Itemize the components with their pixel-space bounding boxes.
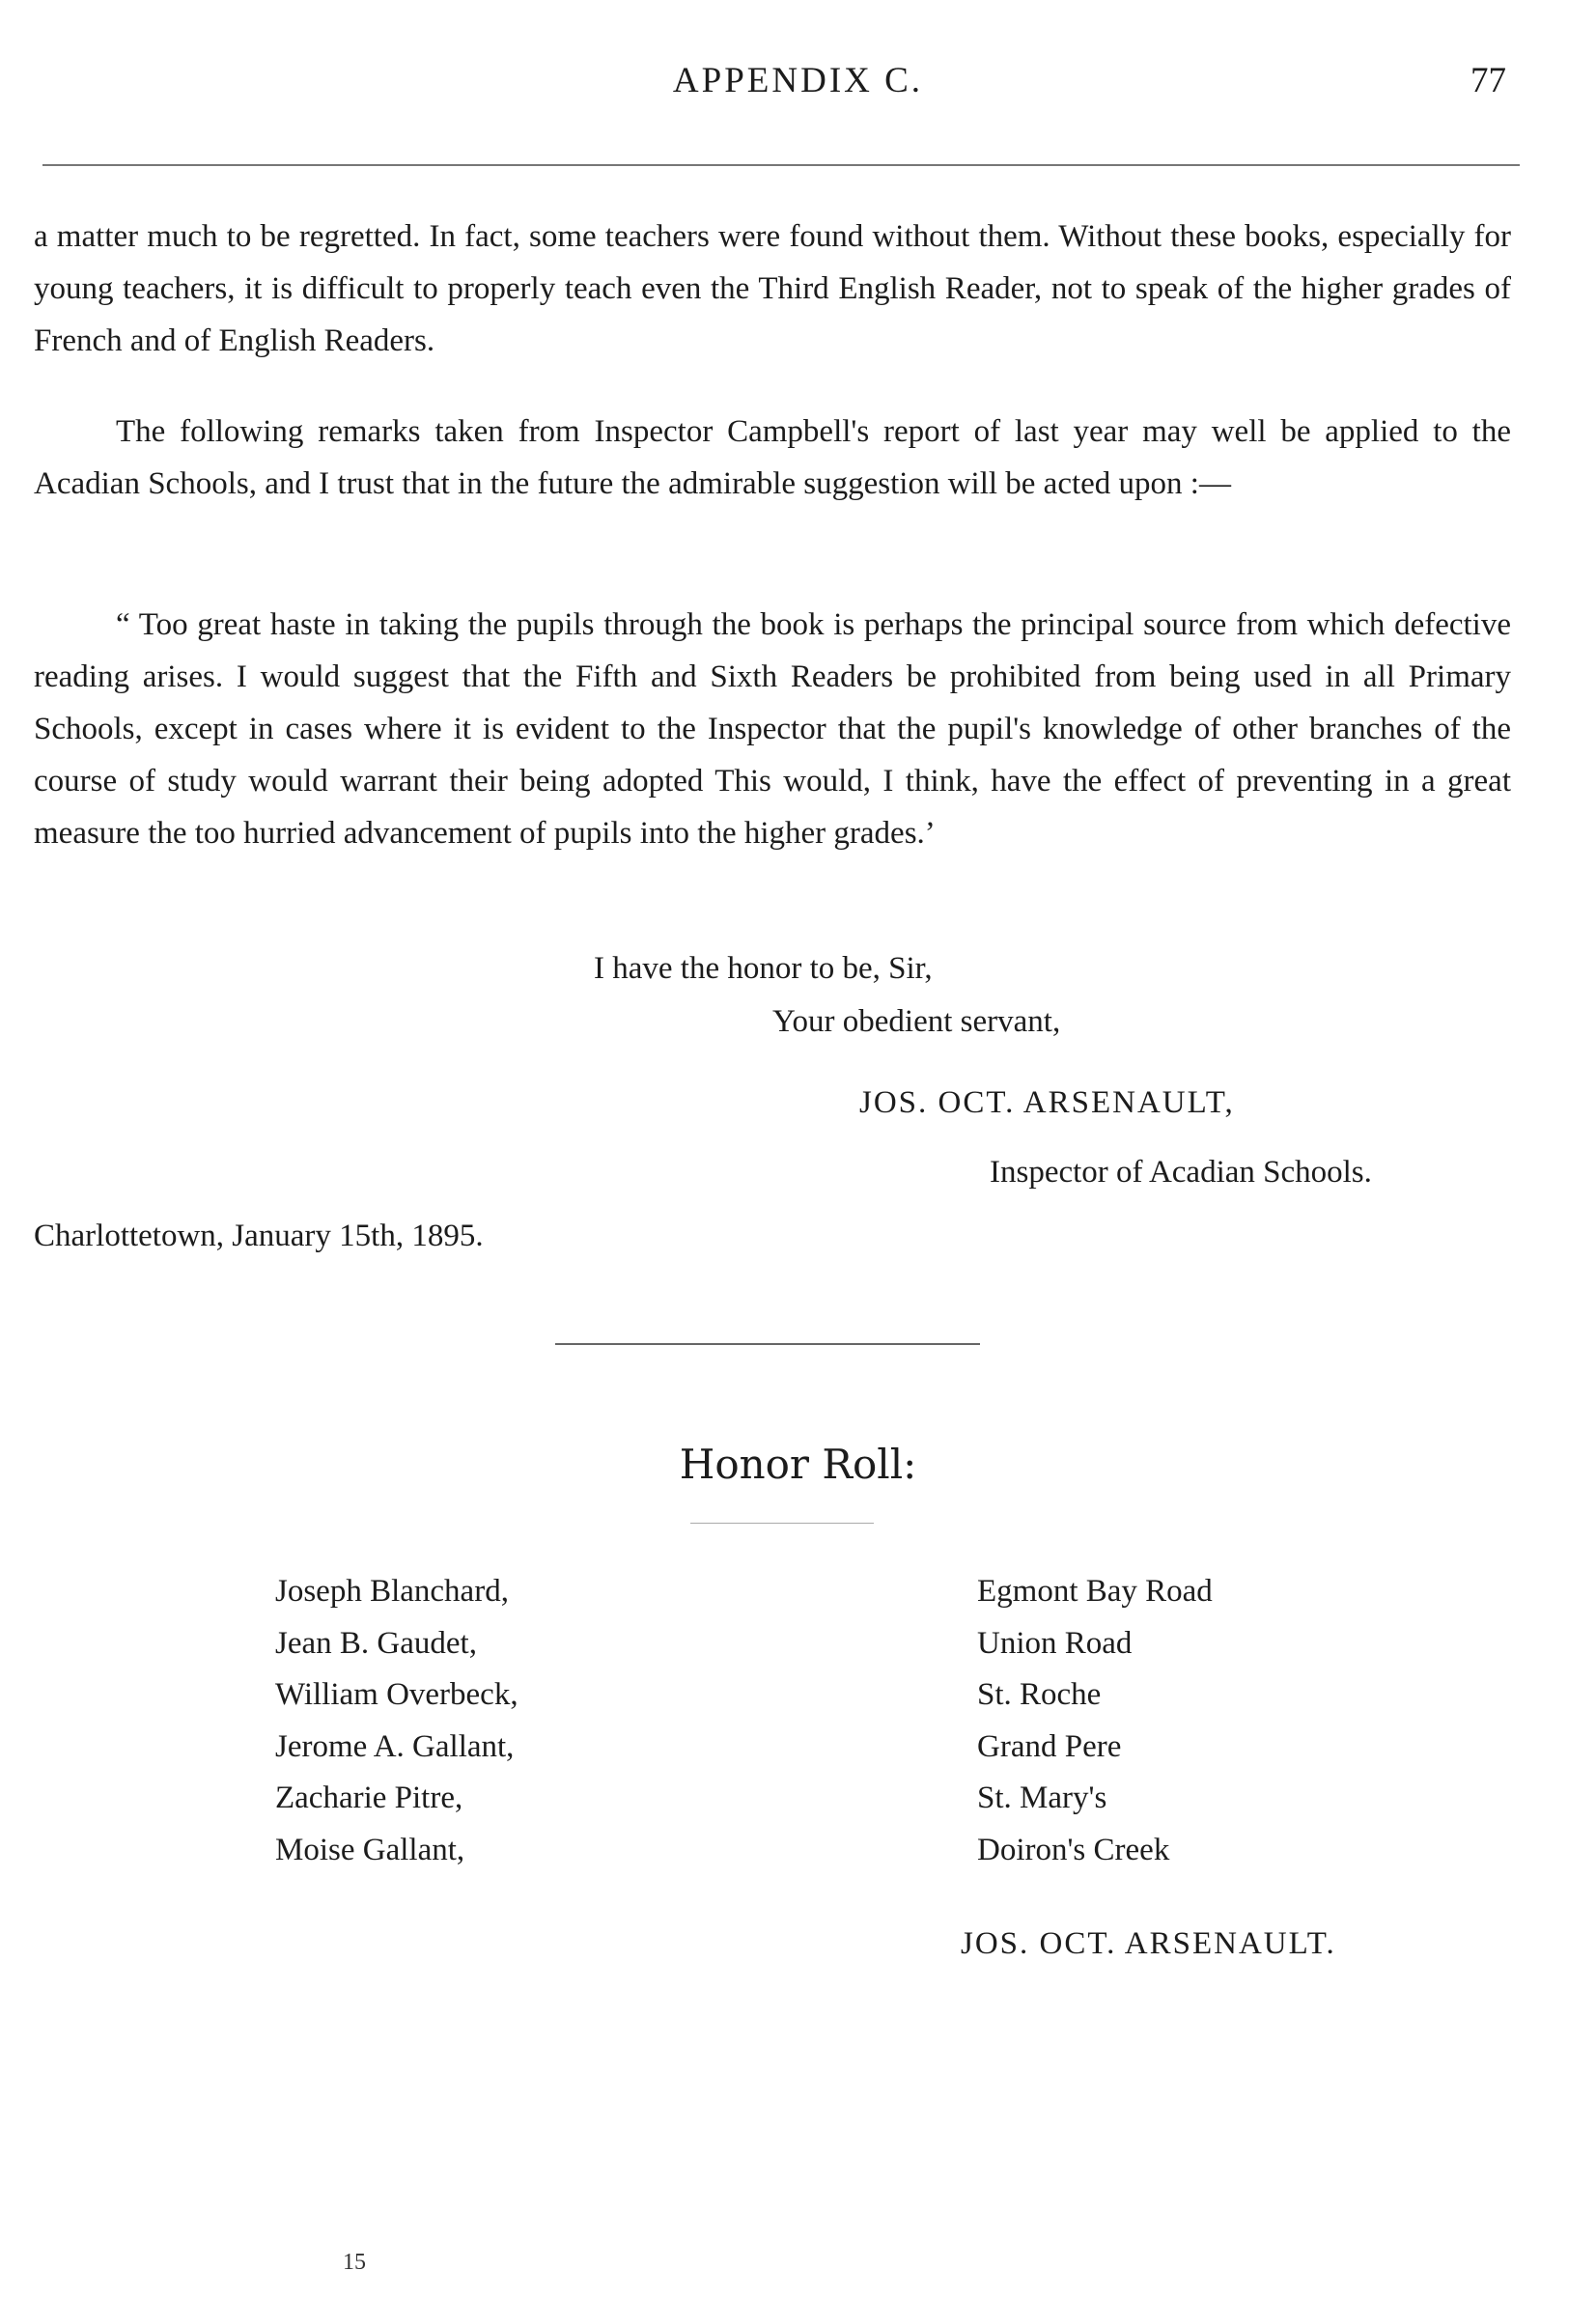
closing-signature: JOS. OCT. ARSENAULT, bbox=[859, 1085, 1235, 1120]
honor-roll-list bbox=[275, 1574, 1213, 1884]
student-name: Jean B. Gaudet, bbox=[275, 1625, 477, 1661]
student-place: Grand Pere bbox=[977, 1728, 1122, 1764]
honor-roll-entry bbox=[275, 1832, 1170, 1885]
student-place: Union Road bbox=[977, 1625, 1133, 1661]
signer-title: Inspector of Acadian Schools. bbox=[990, 1155, 1372, 1190]
honor-roll-entry bbox=[275, 1625, 1133, 1678]
honor-roll-entry bbox=[275, 1574, 1213, 1626]
honor-roll-heading: Honor Roll: bbox=[679, 1441, 917, 1488]
running-header-title: APPENDIX C. bbox=[672, 61, 924, 100]
body-paragraph-1: a matter much to be regretted. In fact, some teachers were found without them. Without these books, especially for young teachers, it is difficult to properly teach even the Third English Reader, not to speak of the higher grades of French and of English Readers. bbox=[34, 219, 1511, 358]
student-name: Jerome A. Gallant, bbox=[275, 1728, 515, 1764]
closing-salutation: I have the honor to be, Sir, bbox=[594, 951, 933, 986]
heading-underline bbox=[690, 1523, 874, 1524]
body-paragraph-3-quote: “ Too great haste in taking the pupils through the book is perhaps the principal source from which defective reading arises. I would suggest that the Fifth and Sixth Readers be prohibited from being used in all Primary Schools, except in cases where it is evident to the Inspector that the pupil's knowledge of other branches of the course of study would warrant their being adopted This would, I think, have the effect of preventing in a great measure the too hurried advancement of pupils into the higher grades.’ bbox=[34, 607, 1511, 851]
closing-valediction: Your obedient servant, bbox=[772, 1004, 1061, 1039]
place-and-date: Charlottetown, January 15th, 1895. bbox=[34, 1219, 484, 1253]
student-place: St. Roche bbox=[977, 1677, 1102, 1712]
honor-roll-entry bbox=[275, 1728, 1122, 1781]
student-name: Joseph Blanchard, bbox=[275, 1574, 509, 1609]
student-name: Zacharie Pitre, bbox=[275, 1780, 463, 1815]
honor-roll-entry bbox=[275, 1677, 1102, 1729]
printer-signature-mark: 15 bbox=[343, 2250, 366, 2275]
section-divider bbox=[555, 1343, 980, 1345]
header-rule bbox=[42, 164, 1520, 166]
student-place: Doiron's Creek bbox=[977, 1832, 1170, 1867]
honor-roll-entry bbox=[275, 1780, 1107, 1833]
student-place: Egmont Bay Road bbox=[977, 1574, 1213, 1609]
student-name: William Overbeck, bbox=[275, 1677, 518, 1712]
honor-roll-signature: JOS. OCT. ARSENAULT. bbox=[961, 1926, 1336, 1961]
page-number: 77 bbox=[1470, 61, 1506, 100]
student-place: St. Mary's bbox=[977, 1780, 1107, 1815]
body-paragraph-2: The following remarks taken from Inspector Campbell's report of last year may well be applied to the Acadian Schools, and I trust that in the future the admirable suggestion will be acted upon :— bbox=[34, 414, 1511, 501]
student-name: Moise Gallant, bbox=[275, 1832, 465, 1867]
